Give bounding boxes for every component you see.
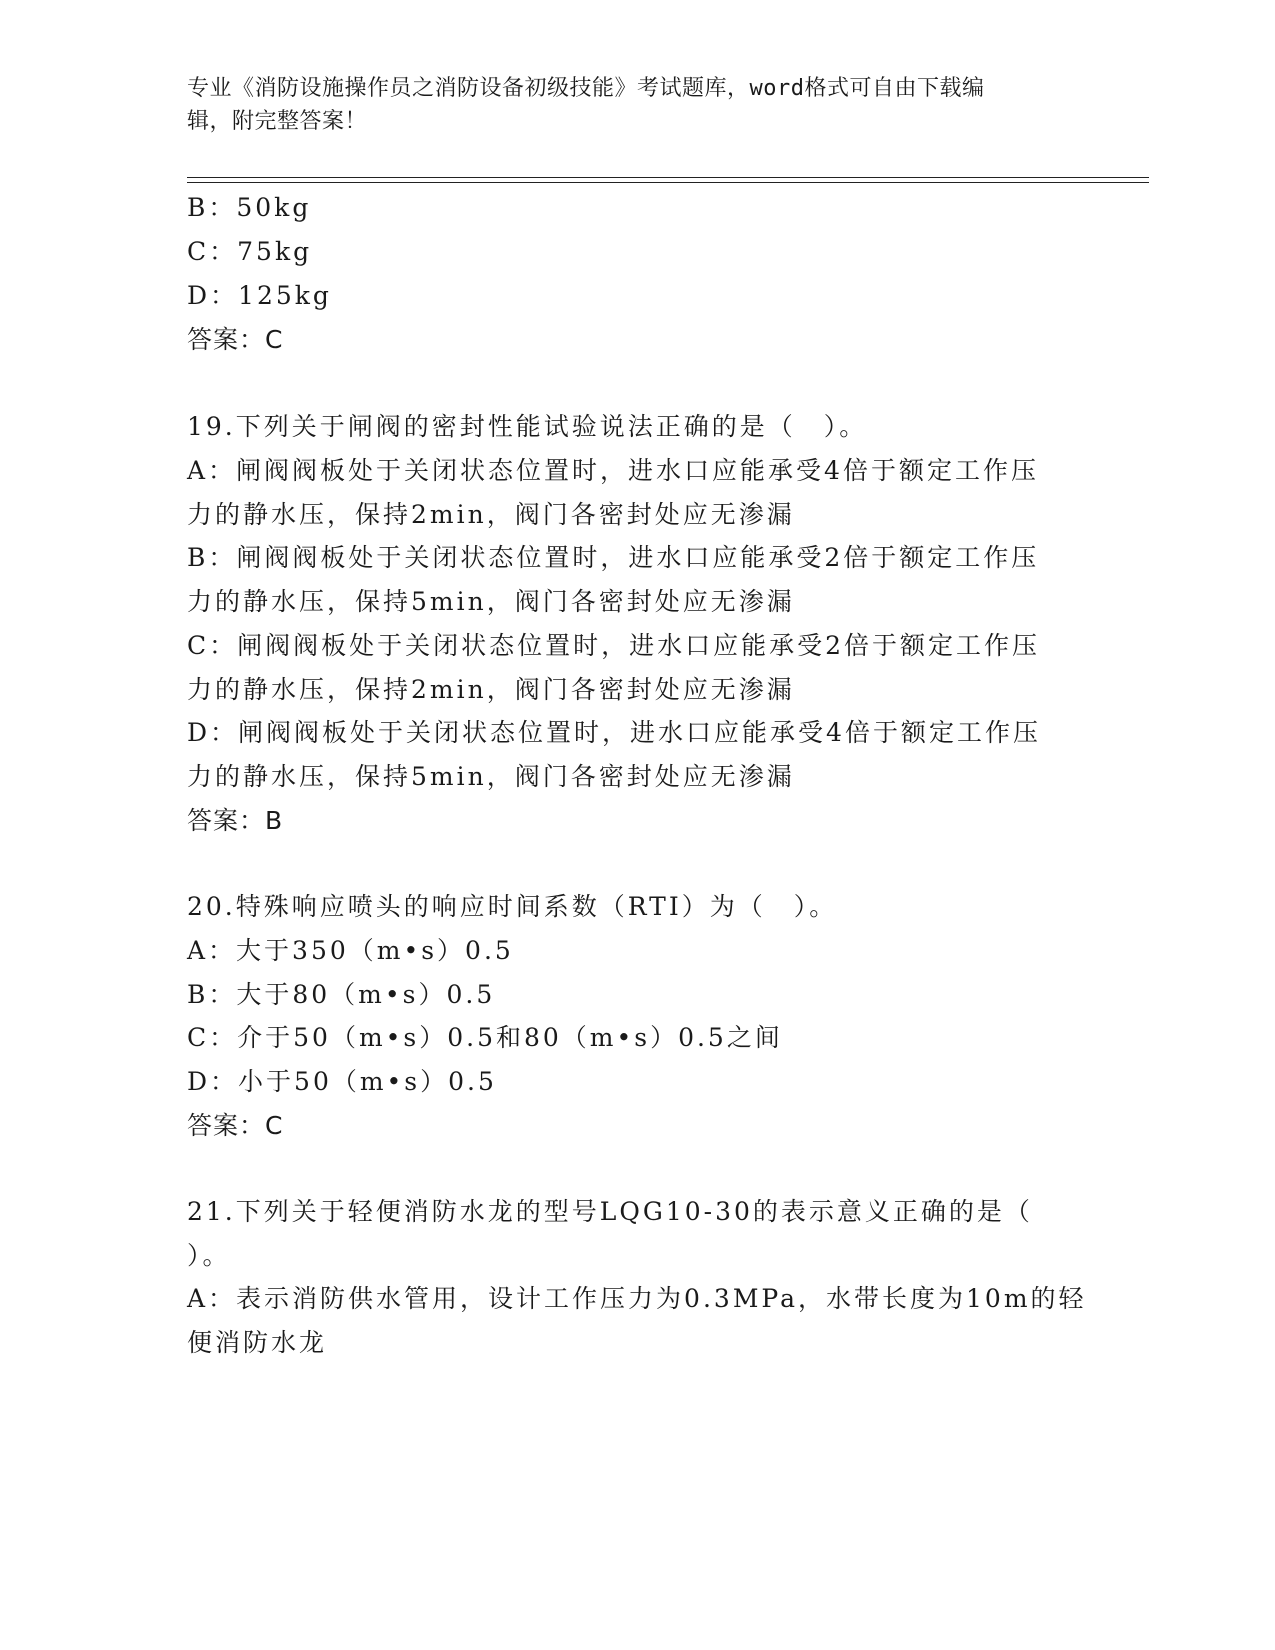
q19-option-c-line-2: 力的静水压，保持2min，阀门各密封处应无渗漏 [187,675,795,704]
q18-answer: 答案：C [187,325,284,354]
document-header [187,72,1067,138]
header-divider-bottom [187,182,1149,183]
q19-question: 19.下列关于闸阀的密封性能试验说法正确的是（ ）。 [187,412,868,441]
q19-option-d-line-2: 力的静水压，保持5min，阀门各密封处应无渗漏 [187,762,795,791]
q18-option-d: D：125kg [187,281,332,310]
q19-option-d-line-1: D：闸阀阀板处于关闭状态位置时，进水口应能承受4倍于额定工作压 [187,718,1041,747]
q20-question: 20.特殊响应喷头的响应时间系数（RTI）为（ ）。 [187,892,838,921]
q18-option-b: B：50kg [187,193,312,222]
q19-answer: 答案：B [187,806,284,835]
q20-option-a: A：大于350（m•s）0.5 [187,936,514,965]
header-line-2: 辑，附完整答案！ [187,109,368,134]
q20-option-b: B：大于80（m•s）0.5 [187,980,496,1009]
q20-option-c: C：介于50（m•s）0.5和80（m•s）0.5之间 [187,1023,783,1052]
q19-option-a-line-1: A：闸阀阀板处于关闭状态位置时，进水口应能承受4倍于额定工作压 [187,456,1039,485]
q19-option-b-line-1: B：闸阀阀板处于关闭状态位置时，进水口应能承受2倍于额定工作压 [187,543,1040,572]
q21-question-line-1: 21.下列关于轻便消防水龙的型号LQG10-30的表示意义正确的是（ [187,1197,1033,1226]
header-divider-top [187,177,1149,178]
q19-option-b-line-2: 力的静水压，保持5min，阀门各密封处应无渗漏 [187,587,795,616]
header-line-1: 专业《消防设施操作员之消防设备初级技能》考试题库，word格式可自由下载编 [187,76,985,101]
q20-answer: 答案：C [187,1111,284,1140]
q19-option-a-line-2: 力的静水压，保持2min，阀门各密封处应无渗漏 [187,500,795,529]
q21-option-a-line-1: A：表示消防供水管用，设计工作压力为0.3MPa，水带长度为10m的轻 [187,1284,1087,1313]
q21-option-a-line-2: 便消防水龙 [187,1328,328,1357]
q21-question-line-2: ）。 [187,1241,231,1270]
q20-option-d: D：小于50（m•s）0.5 [187,1067,497,1096]
q18-option-c: C：75kg [187,237,313,266]
q19-option-c-line-1: C：闸阀阀板处于关闭状态位置时，进水口应能承受2倍于额定工作压 [187,631,1041,660]
